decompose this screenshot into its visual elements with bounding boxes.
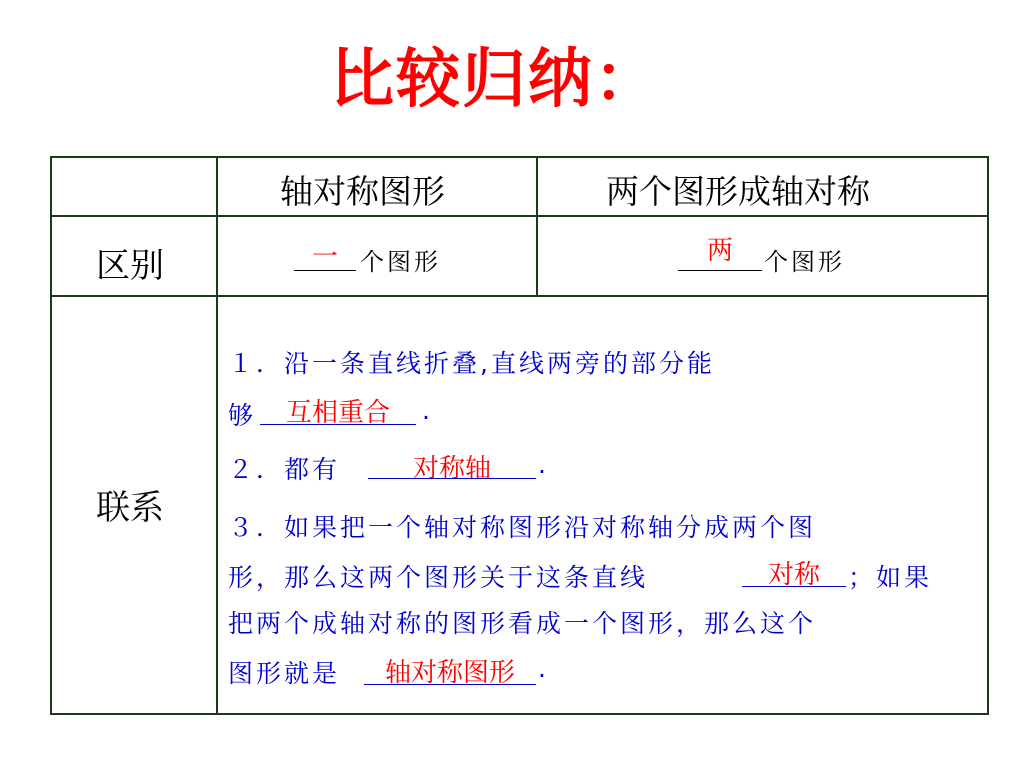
blank-underline xyxy=(260,424,416,425)
row-label-connection: 联系 xyxy=(96,488,164,528)
table-divider xyxy=(216,158,218,713)
item3-line3: 把两个成轴对称的图形看成一个图形，那么这个 xyxy=(228,609,817,638)
comparison-table xyxy=(50,156,989,715)
suffix-one-figure: 个图形 xyxy=(360,248,441,276)
item3-line2-prefix: 形，那么这两个图形关于这条直线 xyxy=(228,563,649,592)
answer-axisymmetric-figure: 轴对称图形 xyxy=(384,658,515,688)
item1-line2-prefix: 够 xyxy=(228,401,257,430)
item3-line1: ３．如果把一个轴对称图形沿对称轴分成两个图 xyxy=(228,513,817,542)
item1-line1: １．沿一条直线折叠,直线两旁的部分能 xyxy=(228,349,715,378)
blank-underline xyxy=(742,586,846,587)
table-divider xyxy=(536,158,538,297)
item3-end: . xyxy=(538,654,549,683)
item2-end: . xyxy=(538,450,549,479)
blank-underline xyxy=(678,270,762,271)
blank-underline xyxy=(294,270,356,271)
table-divider xyxy=(52,295,987,297)
answer-one: 一 xyxy=(311,242,338,272)
item3-line4-prefix: 图形就是 xyxy=(228,659,341,688)
item2-prefix: ２．都有 xyxy=(228,455,341,484)
blank-underline xyxy=(364,684,536,685)
blank-underline xyxy=(368,478,536,479)
header-two-figures-symmetric: 两个图形成轴对称 xyxy=(606,172,870,211)
item3-line2-suffix: ；如果 xyxy=(848,563,933,592)
suffix-two-figures: 个图形 xyxy=(764,248,845,276)
row-label-difference: 区别 xyxy=(96,246,164,286)
table-divider xyxy=(52,215,987,217)
header-axisymmetric-figure: 轴对称图形 xyxy=(280,172,445,211)
item1-end: . xyxy=(422,396,433,425)
answer-two: 两 xyxy=(706,236,733,266)
page-title: 比较归纳： xyxy=(330,43,660,117)
answer-symmetric: 对称 xyxy=(767,560,820,590)
answer-axis-of-symmetry: 对称轴 xyxy=(412,454,491,484)
answer-coincide: 互相重合 xyxy=(285,398,390,428)
